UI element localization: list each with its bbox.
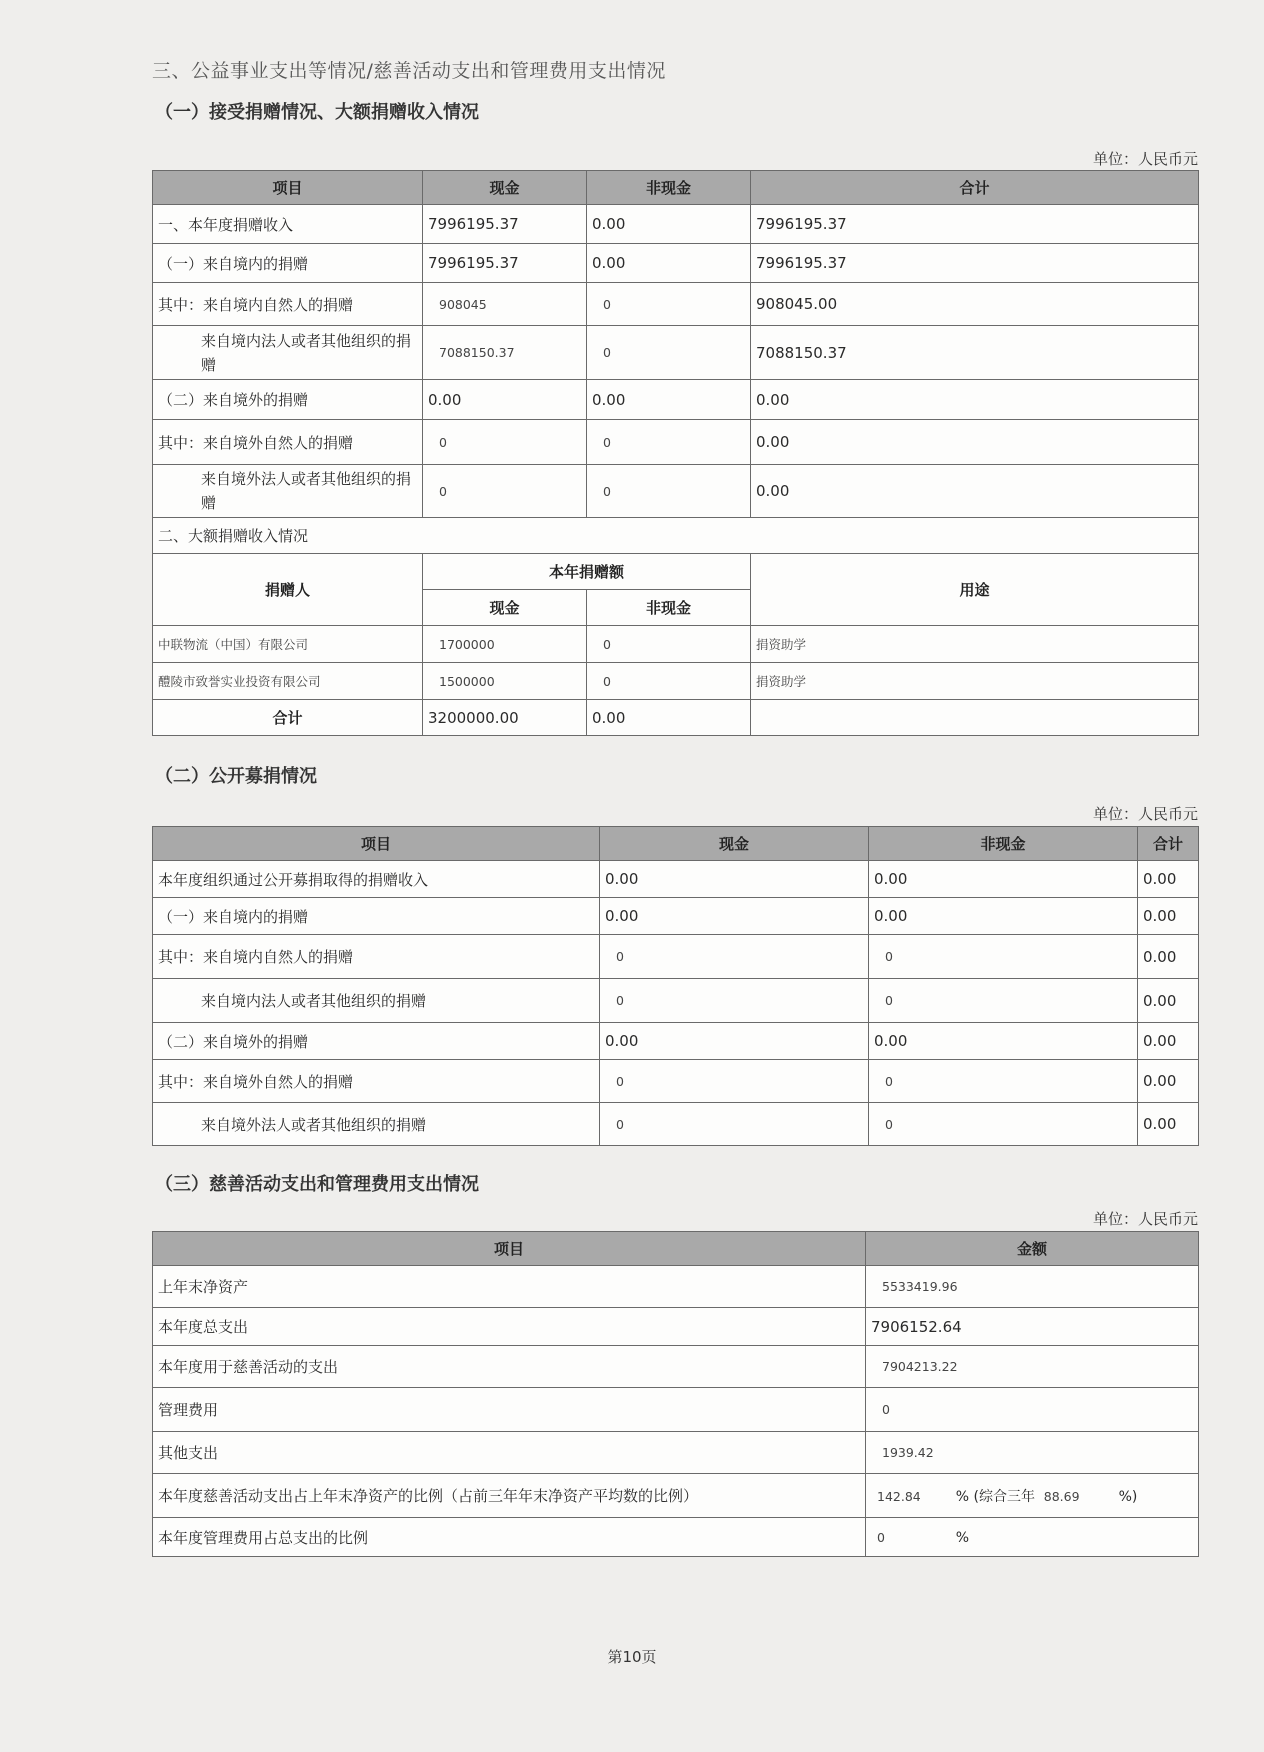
total-cell: 7996195.37 xyxy=(751,205,1199,244)
amount-cell: 0 xyxy=(866,1388,1199,1432)
table-total-row xyxy=(153,700,1199,736)
table-row xyxy=(153,1518,1199,1557)
table-row xyxy=(153,1388,1199,1432)
row-label: （一）来自境内的捐赠 xyxy=(153,898,600,935)
section2-heading: （二）公开募捐情况 xyxy=(155,766,317,787)
col-header-noncash: 非现金 xyxy=(869,827,1138,861)
noncash-cell: 0 xyxy=(587,465,751,518)
ratio-mid-text: % (综合三年 xyxy=(955,1488,1035,1505)
noncash-cell: 0 xyxy=(587,663,751,700)
noncash-cell: 0.00 xyxy=(587,205,751,244)
noncash-cell: 0.00 xyxy=(869,1023,1138,1060)
table-row xyxy=(153,979,1199,1023)
ratio-end-text: %) xyxy=(1118,1488,1138,1505)
amount-cell: 1939.42 xyxy=(866,1432,1199,1474)
noncash-subheader: 非现金 xyxy=(587,590,751,626)
row-label: 其他支出 xyxy=(153,1432,866,1474)
table-header-row xyxy=(153,827,1199,861)
row-label: 来自境内法人或者其他组织的捐赠 xyxy=(153,979,600,1023)
table-row xyxy=(153,326,1199,380)
total-cell: 0.00 xyxy=(751,380,1199,420)
purpose-cell xyxy=(751,700,1199,736)
row-label: 本年度总支出 xyxy=(153,1308,866,1346)
table-header-row xyxy=(153,1232,1199,1266)
col-header-total: 合计 xyxy=(1138,827,1199,861)
total-label: 合计 xyxy=(153,700,423,736)
row-label: （二）来自境外的捐赠 xyxy=(153,1023,600,1060)
cash-cell: 0 xyxy=(600,935,869,979)
total-cell: 0.00 xyxy=(1138,1023,1199,1060)
table-row xyxy=(153,283,1199,326)
noncash-cell: 0.00 xyxy=(869,861,1138,898)
purpose-cell: 捐资助学 xyxy=(751,663,1199,700)
mgmt-ratio-value: 0 xyxy=(877,1530,885,1545)
total-cell: 0.00 xyxy=(1138,1060,1199,1103)
table-row xyxy=(153,1023,1199,1060)
col-header-cash: 现金 xyxy=(423,171,587,205)
table-row xyxy=(153,380,1199,420)
table-header-row xyxy=(153,171,1199,205)
table-row xyxy=(153,1308,1199,1346)
table-row xyxy=(153,244,1199,283)
ratio-three-year-value: 88.69 xyxy=(1043,1488,1080,1504)
table-row xyxy=(153,1060,1199,1103)
row-label: （一）来自境内的捐赠 xyxy=(153,244,423,283)
table-row xyxy=(153,935,1199,979)
table-row xyxy=(153,861,1199,898)
public-fundraising-table xyxy=(152,826,1199,1146)
donor-cell: 中联物流（中国）有限公司 xyxy=(153,626,423,663)
mgmt-ratio-pct: % xyxy=(955,1530,970,1546)
noncash-cell: 0 xyxy=(587,326,751,380)
table-row xyxy=(153,1266,1199,1308)
cash-cell: 1700000 xyxy=(423,626,587,663)
total-cell: 7088150.37 xyxy=(751,326,1199,380)
total-cell: 0.00 xyxy=(751,420,1199,465)
noncash-cell: 0 xyxy=(869,979,1138,1023)
cash-cell: 908045 xyxy=(423,283,587,326)
row-label: 其中：来自境内自然人的捐赠 xyxy=(153,935,600,979)
charity-expense-table xyxy=(152,1231,1199,1557)
col-header-noncash: 非现金 xyxy=(587,171,751,205)
table-row xyxy=(153,1474,1199,1518)
large-donation-header-row xyxy=(153,554,1199,590)
row-label: 其中：来自境外自然人的捐赠 xyxy=(153,420,423,465)
row-label: 一、本年度捐赠收入 xyxy=(153,205,423,244)
cash-cell: 0 xyxy=(600,979,869,1023)
col-header-item: 项目 xyxy=(153,171,423,205)
noncash-cell: 0 xyxy=(587,626,751,663)
cash-cell: 0 xyxy=(600,1060,869,1103)
cash-cell: 0 xyxy=(423,420,587,465)
total-cell: 0.00 xyxy=(1138,1103,1199,1146)
total-cell: 7996195.37 xyxy=(751,244,1199,283)
amount-header: 本年捐赠额 xyxy=(423,554,751,590)
table-row xyxy=(153,898,1199,935)
noncash-cell: 0 xyxy=(587,283,751,326)
large-donation-title-row xyxy=(153,518,1199,554)
table-row xyxy=(153,465,1199,518)
cash-cell: 3200000.00 xyxy=(423,700,587,736)
row-label: 来自境外法人或者其他组织的捐赠 xyxy=(153,465,423,518)
large-donation-title: 二、大额捐赠收入情况 xyxy=(153,518,1199,554)
row-label: （二）来自境外的捐赠 xyxy=(153,380,423,420)
cash-cell: 0.00 xyxy=(600,1023,869,1060)
purpose-cell: 捐资助学 xyxy=(751,626,1199,663)
noncash-cell: 0 xyxy=(587,420,751,465)
row-label: 本年度用于慈善活动的支出 xyxy=(153,1346,866,1388)
section2-unit: 单位：人民币元 xyxy=(1092,805,1198,823)
total-cell: 0.00 xyxy=(1138,979,1199,1023)
cash-cell: 0.00 xyxy=(600,898,869,935)
row-label: 上年末净资产 xyxy=(153,1266,866,1308)
ratio-cell xyxy=(866,1474,1199,1518)
ratio-label: 本年度慈善活动支出占上年末净资产的比例（占前三年年末净资产平均数的比例） xyxy=(153,1474,866,1518)
page-number: 第10页 xyxy=(607,1648,657,1666)
mgmt-ratio-cell xyxy=(866,1518,1199,1557)
total-cell: 0.00 xyxy=(1138,935,1199,979)
row-label: 本年度组织通过公开募捐取得的捐赠收入 xyxy=(153,861,600,898)
table-row xyxy=(153,663,1199,700)
donor-cell: 醴陵市致誉实业投资有限公司 xyxy=(153,663,423,700)
total-cell: 0.00 xyxy=(751,465,1199,518)
noncash-cell: 0.00 xyxy=(587,700,751,736)
cash-cell: 7088150.37 xyxy=(423,326,587,380)
mgmt-ratio-label: 本年度管理费用占总支出的比例 xyxy=(153,1518,866,1557)
section3-unit: 单位：人民币元 xyxy=(1092,1210,1198,1228)
cash-cell: 1500000 xyxy=(423,663,587,700)
section1-unit: 单位：人民币元 xyxy=(1092,150,1198,168)
col-header-amount: 金额 xyxy=(866,1232,1199,1266)
amount-cell: 7906152.64 xyxy=(866,1308,1199,1346)
noncash-cell: 0.00 xyxy=(587,380,751,420)
table-row xyxy=(153,626,1199,663)
table-row xyxy=(153,420,1199,465)
col-header-item: 项目 xyxy=(153,827,600,861)
noncash-cell: 0.00 xyxy=(869,898,1138,935)
cash-cell: 0 xyxy=(423,465,587,518)
cash-cell: 0.00 xyxy=(600,861,869,898)
table-row xyxy=(153,1103,1199,1146)
col-header-total: 合计 xyxy=(751,171,1199,205)
table-row xyxy=(153,1346,1199,1388)
table-row xyxy=(153,1432,1199,1474)
row-label: 管理费用 xyxy=(153,1388,866,1432)
amount-cell: 7904213.22 xyxy=(866,1346,1199,1388)
noncash-cell: 0.00 xyxy=(587,244,751,283)
page-title: 三、公益事业支出等情况/慈善活动支出和管理费用支出情况 xyxy=(152,60,666,82)
amount-cell: 5533419.96 xyxy=(866,1266,1199,1308)
col-header-item: 项目 xyxy=(153,1232,866,1266)
cash-cell: 7996195.37 xyxy=(423,244,587,283)
total-cell: 0.00 xyxy=(1138,861,1199,898)
row-label: 来自境内法人或者其他组织的捐赠 xyxy=(153,326,423,380)
noncash-cell: 0 xyxy=(869,1060,1138,1103)
donor-header: 捐赠人 xyxy=(153,554,423,626)
cash-cell: 0 xyxy=(600,1103,869,1146)
row-label: 其中：来自境外自然人的捐赠 xyxy=(153,1060,600,1103)
total-cell: 908045.00 xyxy=(751,283,1199,326)
noncash-cell: 0 xyxy=(869,1103,1138,1146)
purpose-header: 用途 xyxy=(751,554,1199,626)
total-cell: 0.00 xyxy=(1138,898,1199,935)
cash-cell: 7996195.37 xyxy=(423,205,587,244)
cash-cell: 0.00 xyxy=(423,380,587,420)
table-row xyxy=(153,205,1199,244)
donation-income-table xyxy=(152,170,1199,736)
section1-heading: （一）接受捐赠情况、大额捐赠收入情况 xyxy=(155,102,479,123)
col-header-cash: 现金 xyxy=(600,827,869,861)
noncash-cell: 0 xyxy=(869,935,1138,979)
cash-subheader: 现金 xyxy=(423,590,587,626)
row-label: 其中：来自境内自然人的捐赠 xyxy=(153,283,423,326)
section3-heading: （三）慈善活动支出和管理费用支出情况 xyxy=(155,1174,479,1195)
row-label: 来自境外法人或者其他组织的捐赠 xyxy=(153,1103,600,1146)
ratio-value: 142.84 xyxy=(877,1488,921,1504)
